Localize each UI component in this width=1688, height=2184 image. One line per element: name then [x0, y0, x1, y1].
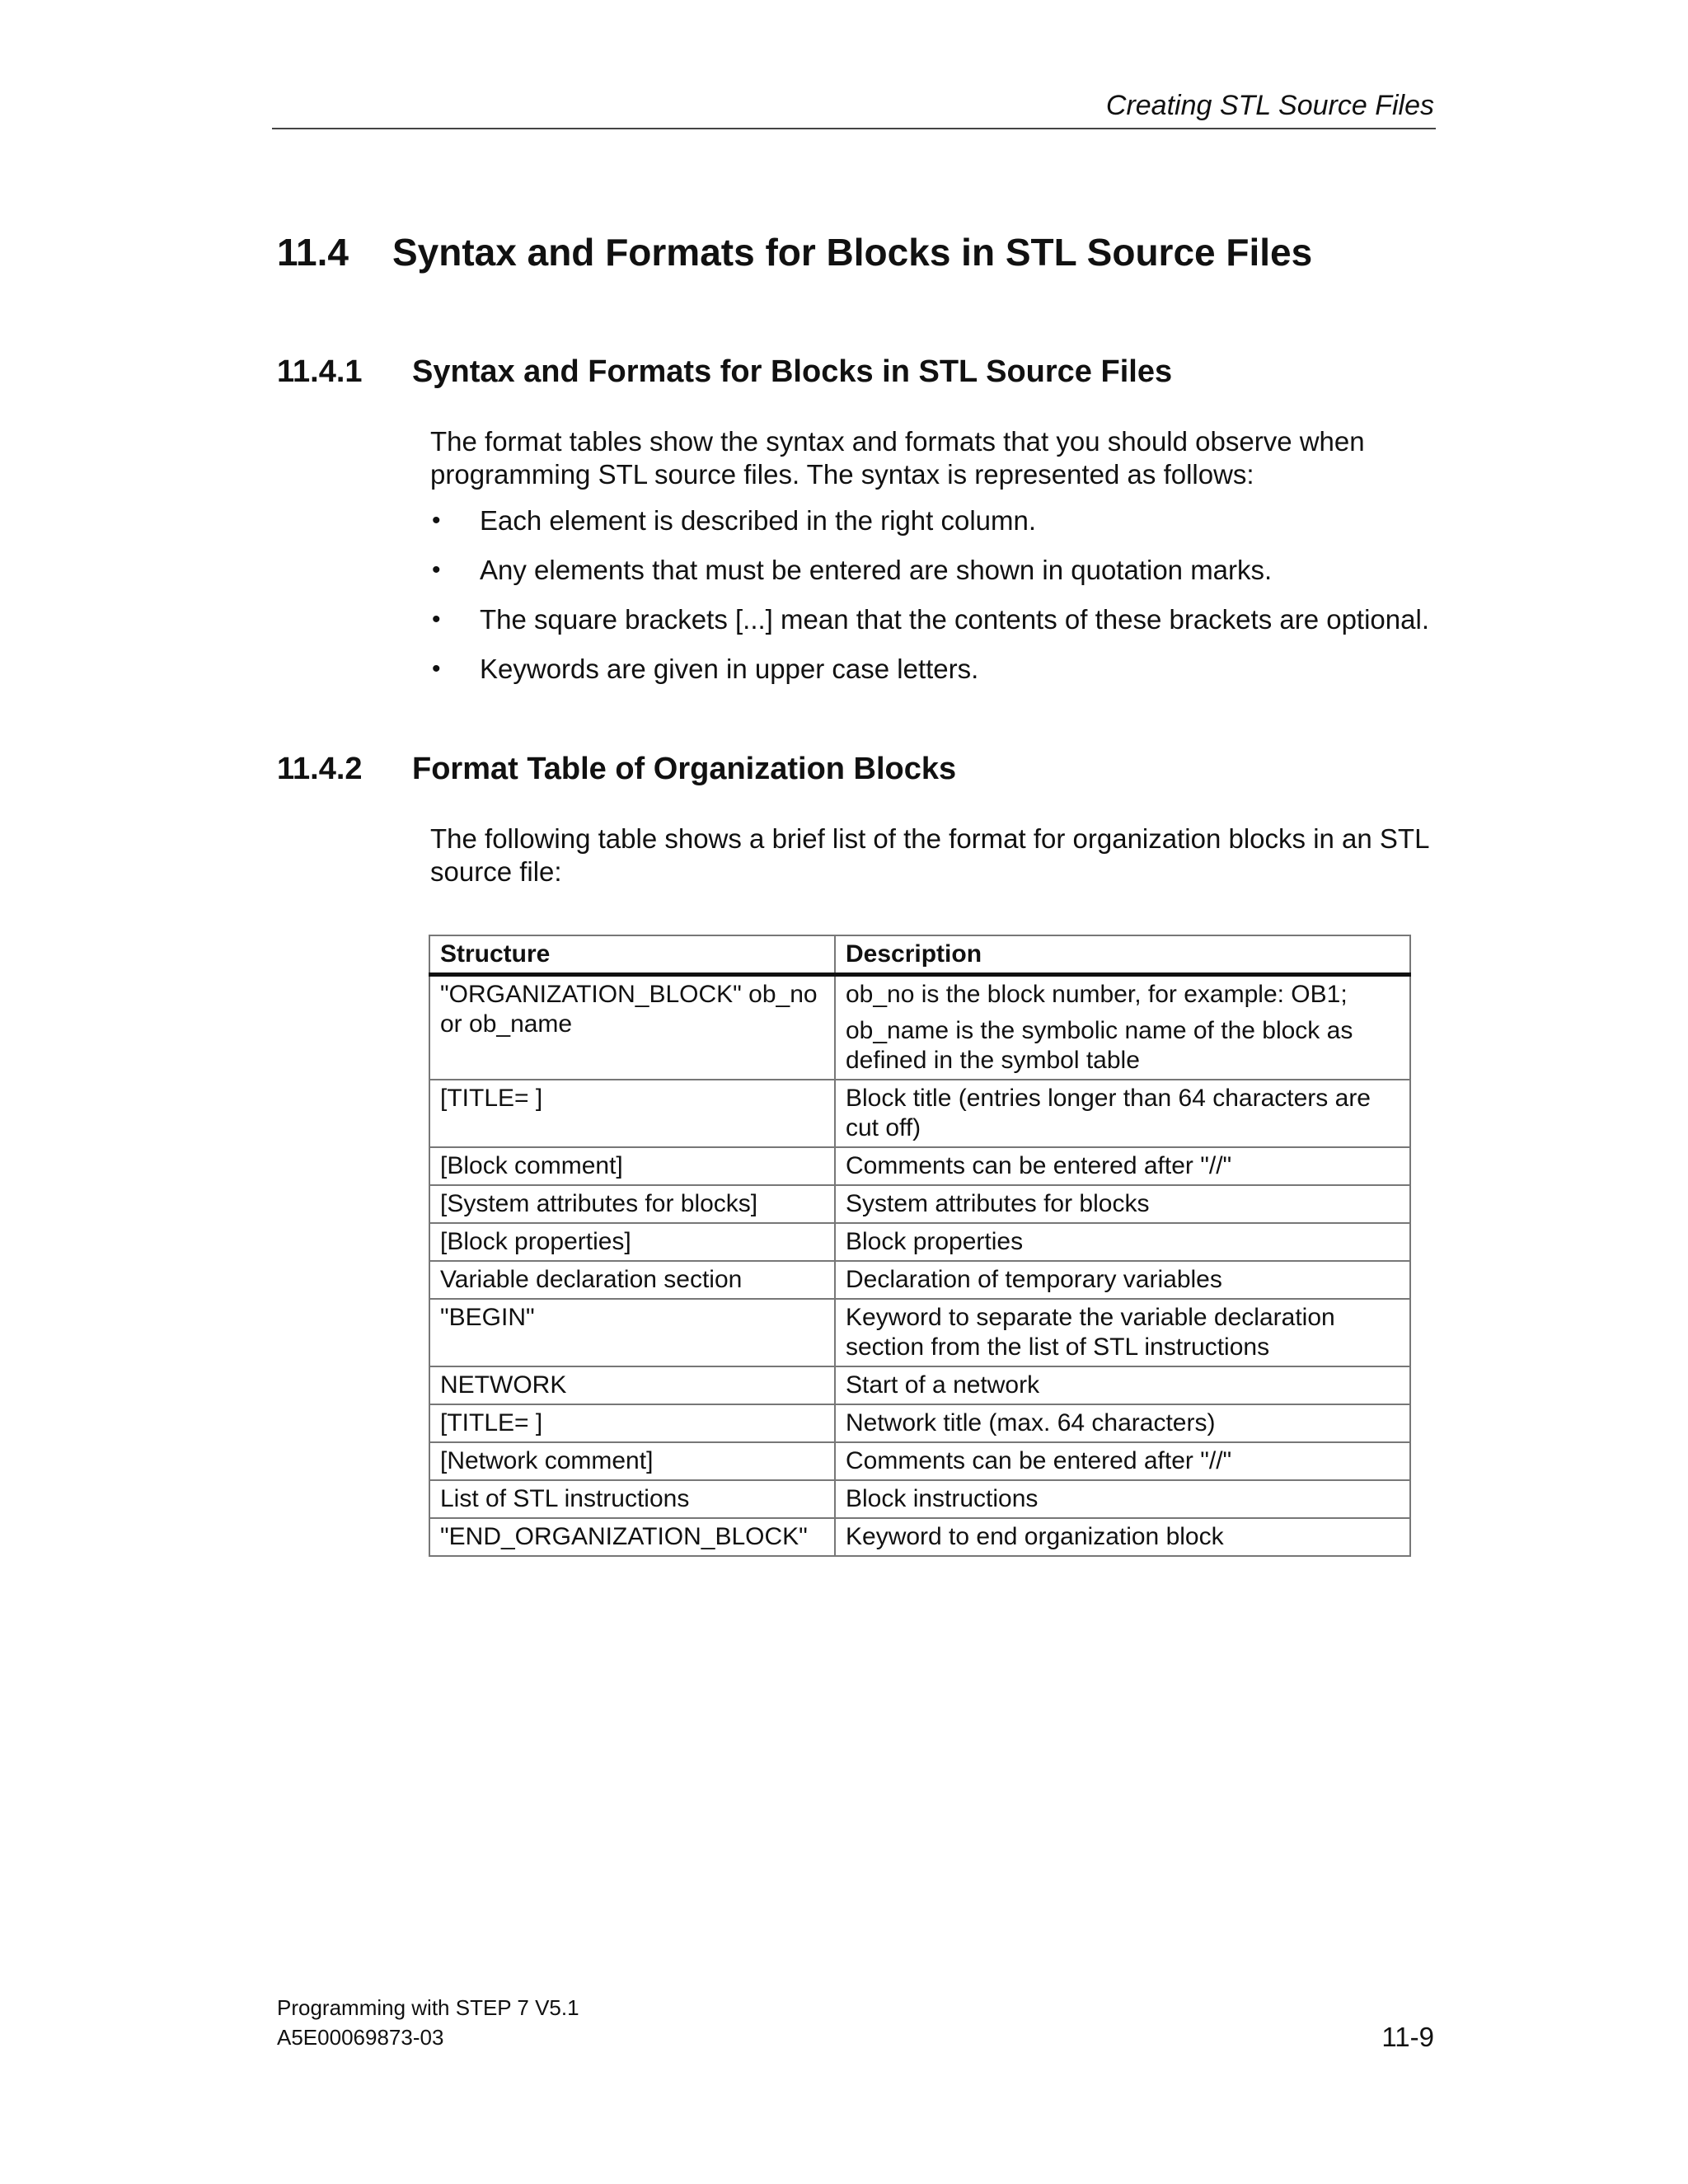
description-cell: Keyword to separate the variable declaration section from the list of STL instructions [835, 1299, 1410, 1366]
header-rule [272, 128, 1436, 129]
structure-cell: NETWORK [429, 1366, 835, 1404]
table-row [429, 1147, 1410, 1185]
structure-cell: [Block properties] [429, 1223, 835, 1261]
structure-cell: "BEGIN" [429, 1299, 835, 1366]
description-cell: Block properties [835, 1223, 1410, 1261]
subsection-number-1: 11.4.1 [277, 354, 363, 389]
subsection-title-1: Syntax and Formats for Blocks in STL Source Files [412, 354, 1173, 389]
structure-cell: [Block comment] [429, 1147, 835, 1185]
footer-publication-info [277, 1993, 579, 2052]
description-cell: Block title (entries longer than 64 characters are cut off) [835, 1080, 1410, 1147]
structure-cell: [Network comment] [429, 1442, 835, 1480]
running-header: Creating STL Source Files [1105, 90, 1434, 121]
footer-manual-title: Programming with STEP 7 V5.1 [277, 1995, 579, 2020]
table-row [429, 1442, 1410, 1480]
subsection-heading-2 [277, 750, 956, 788]
table-row [429, 1299, 1410, 1366]
table-header-row [429, 935, 1410, 975]
description-cell: Comments can be entered after "//" [835, 1442, 1410, 1480]
footer-order-number: A5E00069873-03 [277, 2025, 444, 2050]
bullet-icon: • [432, 556, 441, 583]
structure-cell: [TITLE= ] [429, 1404, 835, 1442]
table-row [429, 1480, 1410, 1518]
subsection-title-2: Format Table of Organization Blocks [412, 752, 957, 786]
description-cell: Block instructions [835, 1480, 1410, 1518]
structure-cell: "END_ORGANIZATION_BLOCK" [429, 1518, 835, 1556]
section-heading [277, 229, 1312, 275]
description-cell: Start of a network [835, 1366, 1410, 1404]
list-item [430, 554, 1452, 587]
structure-cell: Variable declaration section [429, 1261, 835, 1299]
table-row [429, 1080, 1410, 1147]
page-number: 11-9 [1381, 2022, 1434, 2052]
table-row [429, 1404, 1410, 1442]
intro-paragraph-2: The following table shows a brief list of the format for organization blocks in an STL source file: [430, 823, 1429, 887]
table-row [429, 1185, 1410, 1223]
list-item-text: Each element is described in the right column. [480, 505, 1037, 536]
table-row [429, 1261, 1410, 1299]
bullet-icon: • [432, 606, 441, 633]
description-text-2: ob_name is the symbolic name of the block as defined in the symbol table [846, 1017, 1353, 1074]
list-item [430, 504, 1452, 537]
description-cell: Comments can be entered after "//" [835, 1147, 1410, 1185]
list-item [430, 653, 1452, 686]
list-item [430, 603, 1452, 636]
structure-cell: List of STL instructions [429, 1480, 835, 1518]
organization-block-format-table [429, 935, 1411, 1557]
table-row [429, 1518, 1410, 1556]
structure-cell: "ORGANIZATION_BLOCK" ob_no or ob_name [429, 975, 835, 1080]
subsection-number-2: 11.4.2 [277, 752, 363, 786]
list-item-text: The square brackets [...] mean that the contents of these brackets are optional. [480, 604, 1429, 635]
description-cell: Declaration of temporary variables [835, 1261, 1410, 1299]
bullet-icon: • [432, 655, 441, 682]
subsection-heading-1 [277, 353, 1172, 391]
table-row [429, 1223, 1410, 1261]
column-header-description: Description [835, 935, 1410, 975]
list-item-text: Any elements that must be entered are shown in quotation marks. [480, 555, 1273, 585]
section-title: Syntax and Formats for Blocks in STL Source Files [392, 231, 1313, 274]
description-cell: Network title (max. 64 characters) [835, 1404, 1410, 1442]
description-text: ob_no is the block number, for example: OB1; [846, 981, 1348, 1008]
syntax-rules-list [430, 504, 1452, 702]
description-cell: Keyword to end organization block [835, 1518, 1410, 1556]
bullet-icon: • [432, 507, 441, 534]
description-cell [835, 975, 1410, 1080]
description-cell: System attributes for blocks [835, 1185, 1410, 1223]
table-row [429, 1366, 1410, 1404]
structure-cell: [TITLE= ] [429, 1080, 835, 1147]
structure-cell: [System attributes for blocks] [429, 1185, 835, 1223]
intro-paragraph-1: The format tables show the syntax and formats that you should observe when programming STL source files. The syntax is represented as follows: [430, 426, 1365, 490]
column-header-structure: Structure [429, 935, 835, 975]
list-item-text: Keywords are given in upper case letters. [480, 654, 979, 684]
table-row [429, 975, 1410, 1080]
section-number: 11.4 [277, 231, 349, 274]
